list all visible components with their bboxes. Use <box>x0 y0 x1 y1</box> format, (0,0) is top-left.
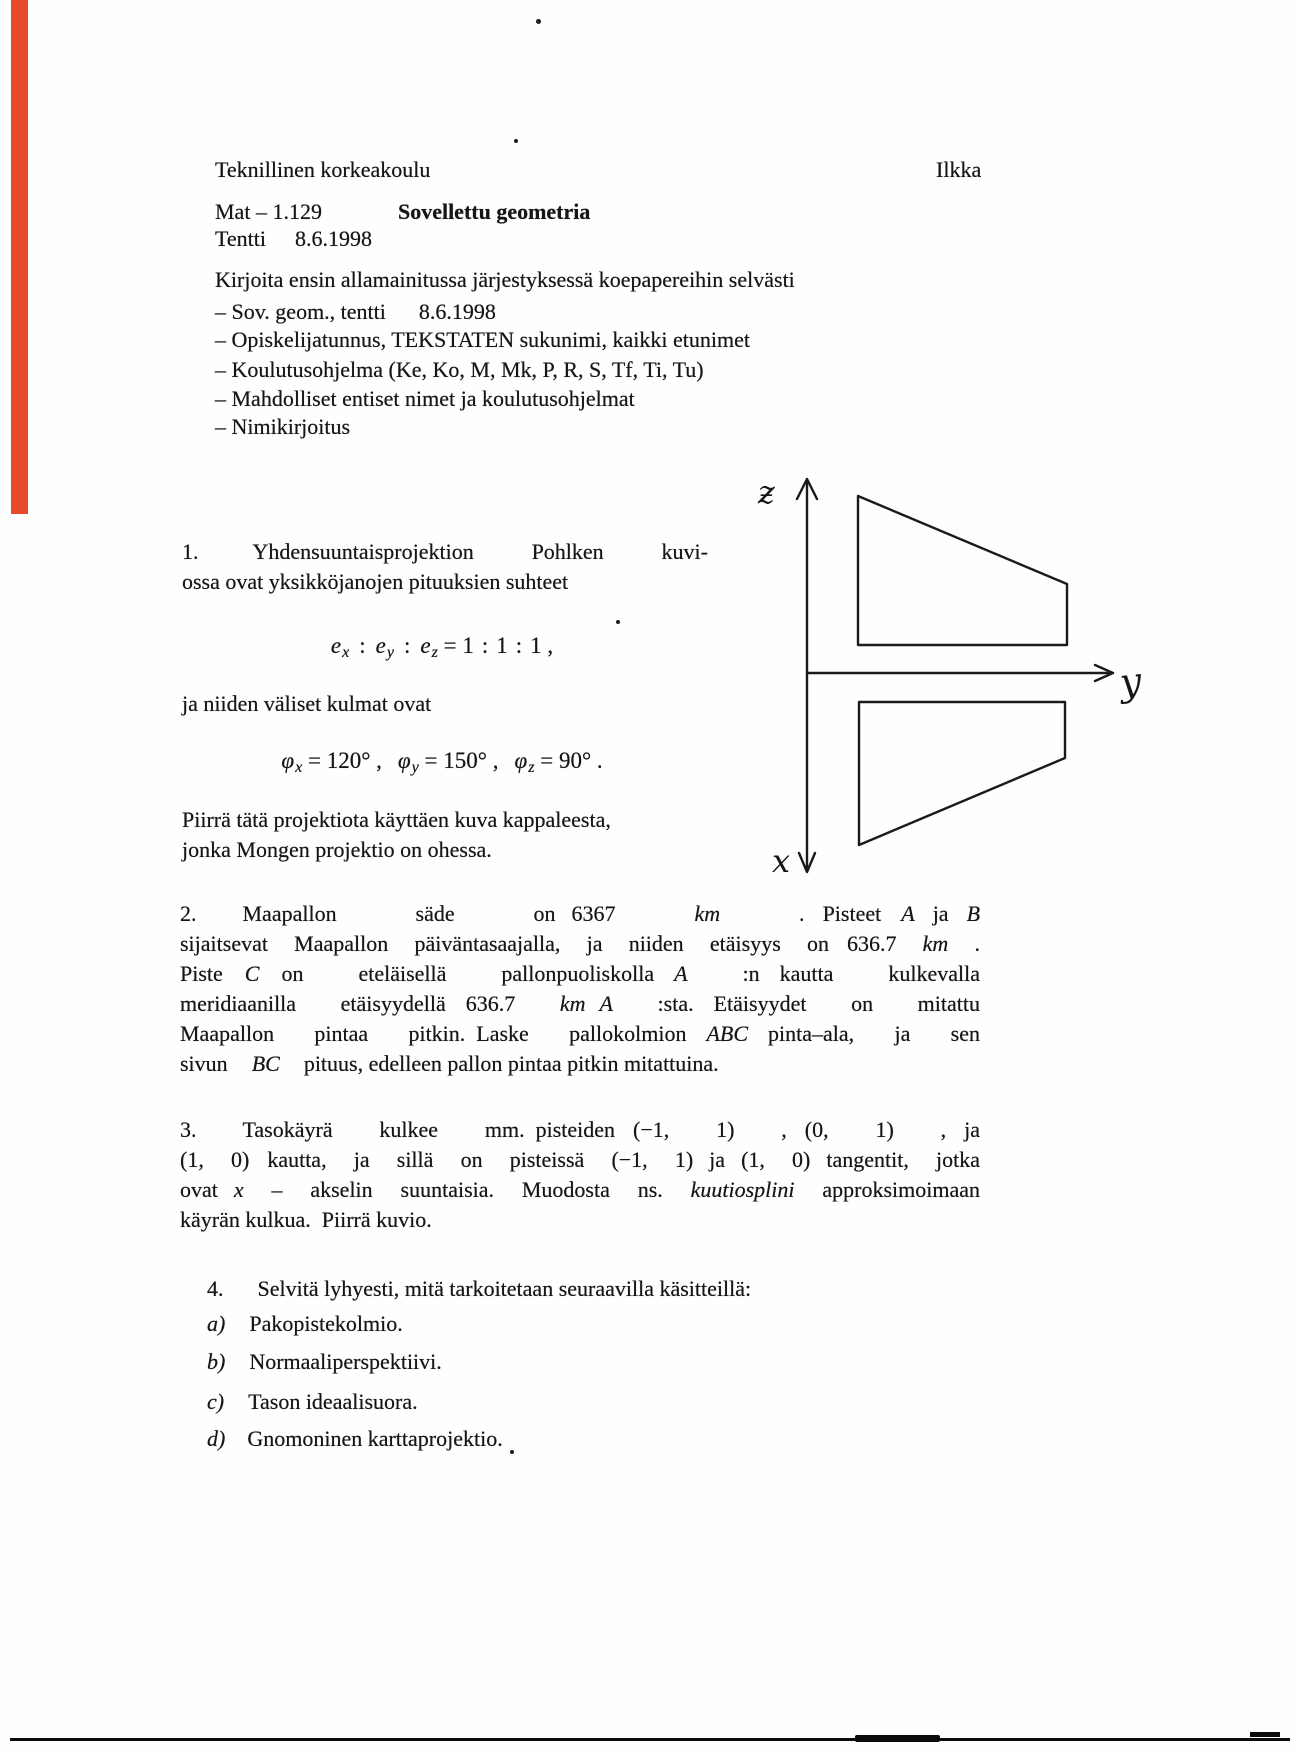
instruction-item: – Opiskelijatunnus, TEKSTATEN sukunimi, kaikki etunimet <box>215 327 750 352</box>
problem3-line: ovat x – akselin suuntaisia. Muodosta ns. kuutiosplini approksimoimaan <box>180 1177 980 1202</box>
examiner-name: Ilkka <box>936 157 982 182</box>
problem3-line: käyrän kulkua. Piirrä kuvio. <box>180 1207 432 1232</box>
instructions-intro: Kirjoita ensin allamainitussa järjestyksessä koepapereihin selvästi <box>215 267 795 292</box>
problem1-line2: ossa ovat yksikköjanojen pituuksien suhteet <box>182 569 569 594</box>
problem1-line1: 1. Yhdensuuntaisprojektion Pohlken kuvi- <box>182 539 708 564</box>
exam-date: 8.6.1998 <box>295 226 373 251</box>
problem1-formula-angles: $\varphi_x = 120^\circ$ , $\varphi_y = 150^\circ$ , $\varphi_z = 90^\circ$ . <box>281 748 603 776</box>
problem4-item: c) Tason ideaalisuora. <box>207 1389 418 1414</box>
course-title: Sovellettu geometria <box>397 199 591 224</box>
problem4-item: a) Pakopistekolmio. <box>207 1311 403 1336</box>
z-axis-label: ƶ <box>758 473 775 511</box>
problem3-line: 3. Tasokäyrä kulkee mm. pisteiden (−1, 1) , (0, 1) , ja <box>180 1117 980 1142</box>
scan-speck <box>514 139 518 143</box>
monge-projection-figure <box>690 425 1170 895</box>
problem4-intro: 4. Selvitä lyhyesti, mitä tarkoitetaan seuraavilla käsitteillä: <box>207 1276 752 1301</box>
course-code: Mat – 1.129 <box>215 199 322 224</box>
problem1-formula-ratios: $e_x$ : $e_y$ : $e_z = 1$ : 1 : 1 , <box>330 633 554 661</box>
problem1-closing2: jonka Mongen projektio on ohessa. <box>182 837 492 862</box>
problem1-angles-intro: ja niiden väliset kulmat ovat <box>182 691 432 716</box>
exam-line <box>215 225 372 253</box>
front-view-trapezoid <box>858 496 1067 645</box>
problem1-closing1: Piirrä tätä projektiota käyttäen kuva kappaleesta, <box>182 807 611 832</box>
x-axis-label: x <box>772 842 791 880</box>
scan-bottom-blob <box>855 1735 940 1742</box>
institution-name: Teknillinen korkeakoulu <box>215 157 431 182</box>
exam-word: Tentti <box>215 226 267 251</box>
scan-speck <box>536 19 541 24</box>
scan-bottom-tick <box>1250 1732 1280 1737</box>
top-view-trapezoid <box>859 702 1065 845</box>
scan-edge-stripe <box>11 0 28 514</box>
instruction-item: – Mahdolliset entiset nimet ja koulutusohjelmat <box>215 386 635 411</box>
problem2-line: sivun BC pituus, edelleen pallon pintaa pitkin mitattuina. <box>180 1051 719 1076</box>
problem2-line: meridiaanilla etäisyydellä 636.7 km A :sta. Etäisyydet on mitattu <box>180 991 980 1016</box>
problem2-line: Maapallon pintaa pitkin. Laske pallokolmion ABC pinta–ala, ja sen <box>180 1021 980 1046</box>
instruction-item: – Nimikirjoitus <box>215 414 351 439</box>
instruction-item: – Koulutusohjelma (Ke, Ko, M, Mk, P, R, S, Tf, Ti, Tu) <box>215 357 704 382</box>
instruction-item: – Sov. geom., tentti 8.6.1998 <box>215 299 496 324</box>
problem4-item: d) Gnomoninen karttaprojektio. <box>207 1426 503 1451</box>
problem2-line: sijaitsevat Maapallon päiväntasaajalla, ja niiden etäisyys on 636.7 km . <box>180 931 981 956</box>
problem3-line: (1, 0) kautta, ja sillä on pisteissä (−1, 1) ja (1, 0) tangentit, jotka <box>180 1147 981 1172</box>
problem2-line: Piste C on eteläisellä pallonpuoliskolla A :n kautta kulkevalla <box>180 961 980 986</box>
y-axis-label: y <box>1117 658 1144 705</box>
scan-speck <box>616 620 620 624</box>
scan-speck <box>510 1450 514 1454</box>
problem4-item: b) Normaaliperspektiivi. <box>207 1349 442 1374</box>
problem2-line: 2. Maapallon säde on 6367 km . Pisteet A ja B <box>180 901 981 926</box>
scan-bottom-line <box>10 1738 1290 1741</box>
course-line <box>215 198 590 226</box>
